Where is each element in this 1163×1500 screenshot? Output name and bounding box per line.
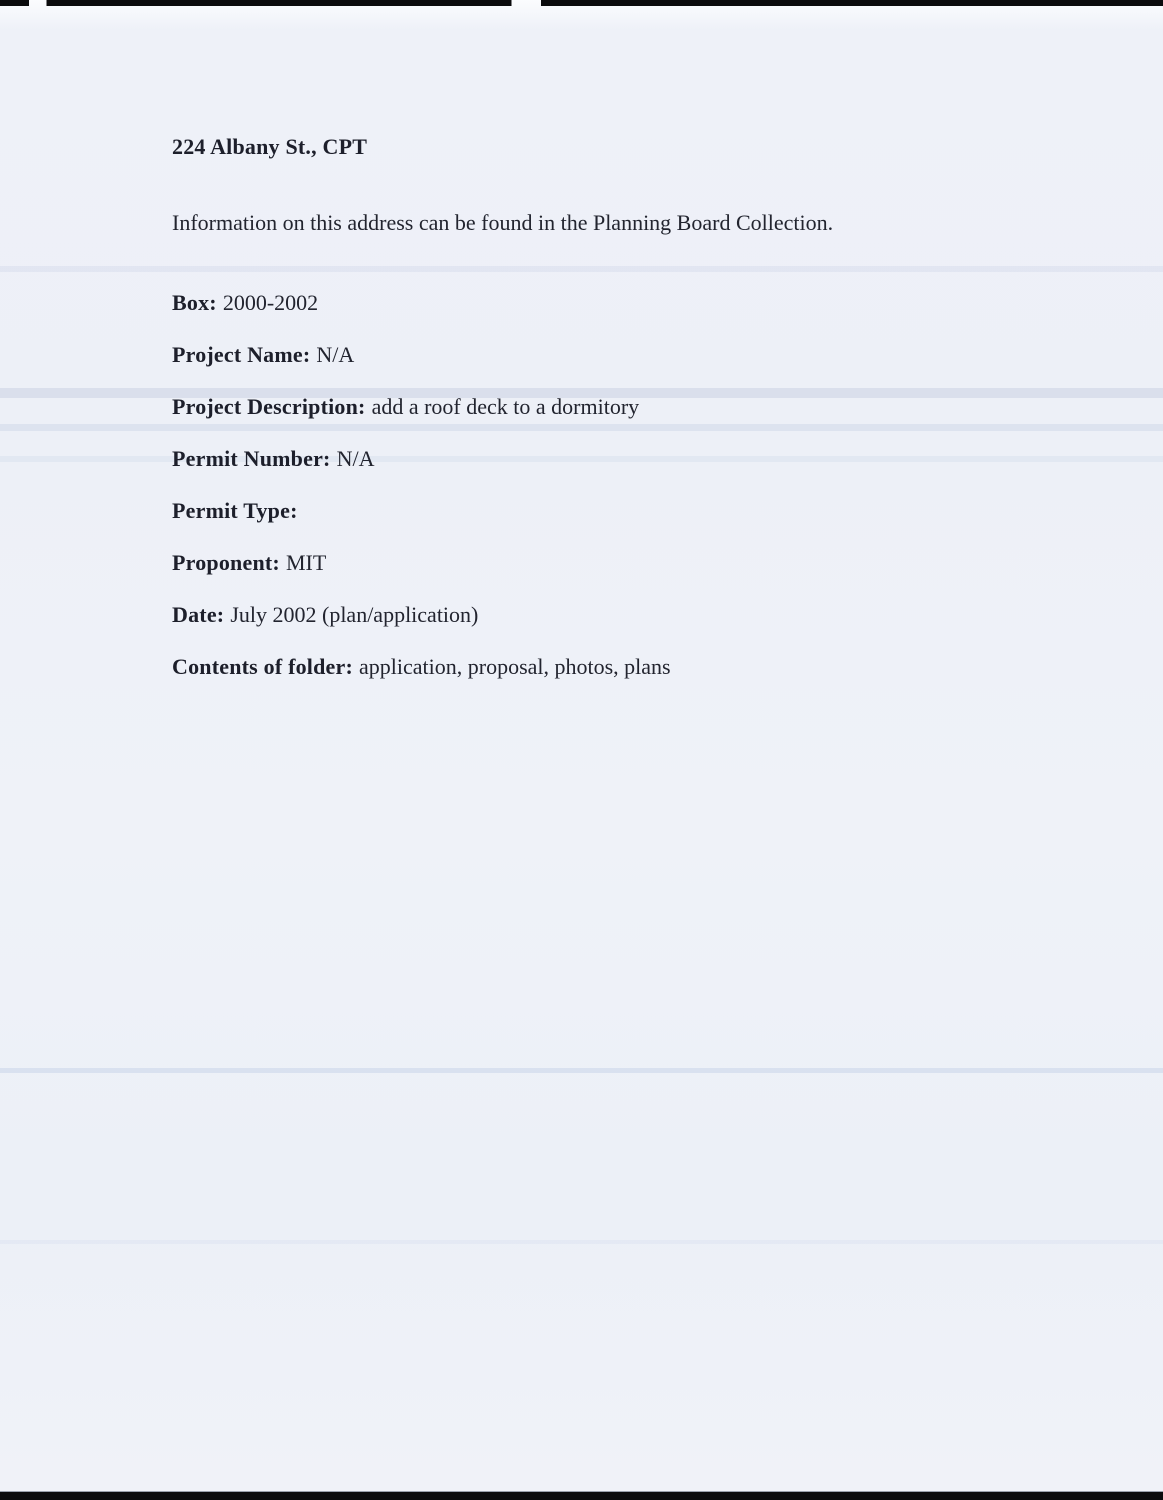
- field-label: Permit Number:: [172, 446, 331, 471]
- field-label: Proponent:: [172, 550, 280, 575]
- field-label: Box:: [172, 290, 217, 315]
- field-row: [172, 652, 1072, 682]
- field-row: [172, 392, 1072, 422]
- field-value: N/A: [316, 342, 355, 367]
- field-row: [172, 340, 1072, 370]
- field-value: add a roof deck to a dormitory: [371, 394, 640, 419]
- field-label: Permit Type:: [172, 498, 298, 523]
- field-label: Project Description:: [172, 394, 366, 419]
- field-row: [172, 548, 1072, 578]
- field-row: [172, 600, 1072, 630]
- field-value: N/A: [336, 446, 375, 471]
- field-row: [172, 288, 1072, 318]
- scan-edge-top: [0, 0, 1163, 6]
- document-intro-text: Information on this address can be found in the Planning Board Collection.: [172, 210, 834, 235]
- scan-edge-bottom: [0, 1491, 1163, 1500]
- field-label: Date:: [172, 602, 225, 627]
- document-title: 224 Albany St., CPT: [172, 134, 368, 159]
- field-list: [172, 288, 1072, 704]
- field-value: MIT: [285, 550, 327, 575]
- field-value: application, proposal, photos, plans: [359, 654, 671, 679]
- field-label: Contents of folder:: [172, 654, 353, 679]
- field-label: Project Name:: [172, 342, 311, 367]
- field-row: [172, 496, 1072, 526]
- field-value: 2000-2002: [222, 290, 319, 315]
- field-row: [172, 444, 1072, 474]
- field-value: July 2002 (plan/application): [230, 602, 479, 627]
